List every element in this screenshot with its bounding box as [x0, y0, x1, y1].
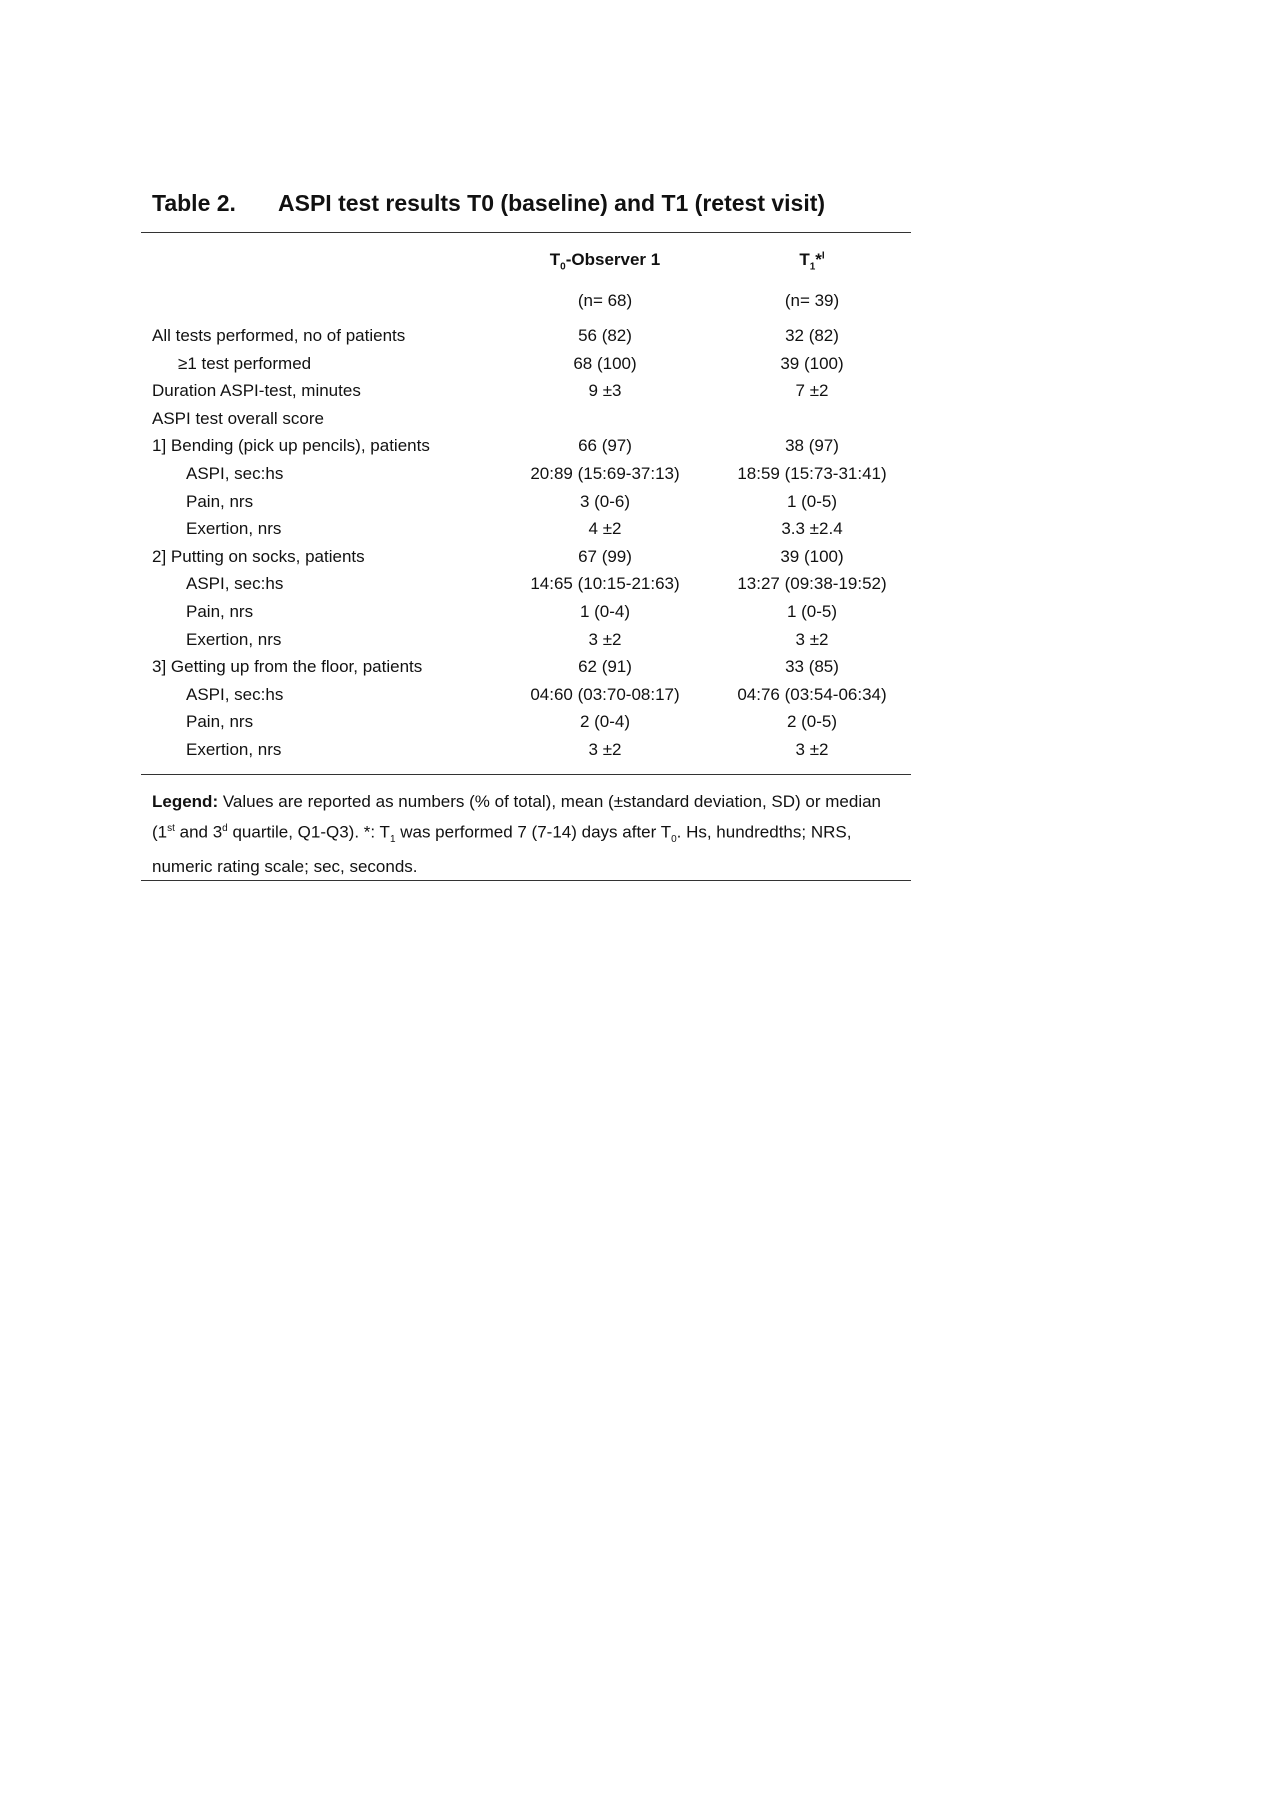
table-caption: ASPI test results T0 (baseline) and T1 (retest visit) — [278, 190, 826, 216]
cell-t0: 14:65 (10:15-21:63) — [530, 574, 680, 594]
cell-t1: 39 (100) — [780, 353, 844, 373]
row-label: 1] Bending (pick up pencils), patients — [152, 436, 430, 456]
table-row — [152, 740, 912, 768]
legend-lead: Legend: — [152, 792, 219, 811]
cell-t0: 67 (99) — [578, 546, 632, 566]
cell-t1: 04:76 (03:54-06:34) — [737, 684, 887, 704]
table-row — [152, 630, 912, 658]
cell-t1: 39 (100) — [780, 546, 844, 566]
cell-t1: 1 (0-5) — [786, 601, 838, 621]
column-header-t0: $T_0$-Observer 1 — [549, 250, 661, 273]
cell-t0: 3 ±2 — [588, 739, 622, 759]
cell-t1: 13:27 (09:38-19:52) — [737, 574, 887, 594]
cell-t0: 2 (0-4) — [579, 712, 631, 732]
table-body — [152, 326, 912, 768]
row-label: ASPI, sec:hs — [186, 574, 284, 594]
table-legend: Legend: Values are reported as numbers (% of total), mean (±standard deviation, SD) or median (1st and 3$^d$ quartile, Q1-Q3). *: $T_1$ was performed 7 (7-14) days after $T_0$. Hs, hundredths; NRS, numeric rating scale; sec, seconds. — [152, 792, 882, 877]
cell-t0: 04:60 (03:70-08:17) — [530, 684, 680, 704]
cell-t1: 32 (82) — [785, 326, 839, 345]
table-row — [152, 436, 912, 464]
middle-rule — [141, 774, 911, 775]
cell-t1: 7 ±2 — [795, 381, 829, 401]
cell-t1: 3 ±2 — [795, 629, 829, 649]
bottom-rule — [141, 880, 911, 881]
row-label: Pain, nrs — [186, 601, 254, 621]
table-row — [152, 381, 912, 409]
row-label: All tests performed, no of patients — [152, 326, 406, 345]
table-row — [152, 409, 912, 437]
table-row — [152, 712, 912, 740]
cell-t1: 1 (0-5) — [786, 491, 838, 511]
cell-t1: 2 (0-5) — [786, 712, 838, 732]
cell-t1: 38 (97) — [785, 436, 839, 456]
table-title — [152, 190, 825, 217]
row-label: Exertion, nrs — [186, 629, 282, 649]
row-label: ASPI, sec:hs — [186, 463, 284, 483]
table-row — [152, 492, 912, 520]
table-row — [152, 326, 912, 354]
column-n-t0: (n= 68) — [577, 291, 633, 310]
column-header-t1: $T_1*^I$ — [799, 250, 825, 273]
row-label: 2] Putting on socks, patients — [152, 546, 365, 566]
cell-t0: 3 ±2 — [588, 629, 622, 649]
row-label: Pain, nrs — [186, 491, 254, 511]
row-label: ASPI, sec:hs — [186, 684, 284, 704]
table-row — [152, 685, 912, 713]
cell-t0: 68 (100) — [573, 353, 637, 373]
table-row — [152, 547, 912, 575]
cell-t0: 1 (0-4) — [579, 601, 631, 621]
cell-t1: 3 ±2 — [795, 739, 829, 759]
row-label: Exertion, nrs — [186, 519, 282, 539]
table-row — [152, 602, 912, 630]
cell-t0: 20:89 (15:69-37:13) — [530, 463, 680, 483]
table-row — [152, 354, 912, 382]
row-label: ASPI test overall score — [152, 408, 324, 428]
row-label: Duration ASPI-test, minutes — [152, 381, 361, 401]
table-row — [152, 519, 912, 547]
cell-t0: 3 (0-6) — [579, 491, 631, 511]
cell-t1: 3.3 ±2.4 — [781, 519, 843, 539]
table-row — [152, 657, 912, 685]
cell-t1: 18:59 (15:73-31:41) — [737, 463, 887, 483]
cell-t0: 4 ±2 — [588, 519, 622, 539]
cell-t0: 66 (97) — [578, 436, 632, 456]
top-rule — [141, 232, 911, 233]
table-number: Table 2. — [152, 190, 236, 216]
row-label: ≥1 test performed — [178, 353, 312, 373]
column-n-t1: (n= 39) — [784, 291, 840, 310]
row-label: Pain, nrs — [186, 712, 254, 732]
cell-t0: 9 ±3 — [588, 381, 622, 401]
row-label: 3] Getting up from the floor, patients — [152, 657, 423, 677]
cell-t0: 56 (82) — [578, 326, 632, 345]
table-row — [152, 464, 912, 492]
cell-t0: 62 (91) — [578, 657, 632, 677]
row-label: Exertion, nrs — [186, 739, 282, 759]
cell-t1: 33 (85) — [785, 657, 839, 677]
table-row — [152, 574, 912, 602]
